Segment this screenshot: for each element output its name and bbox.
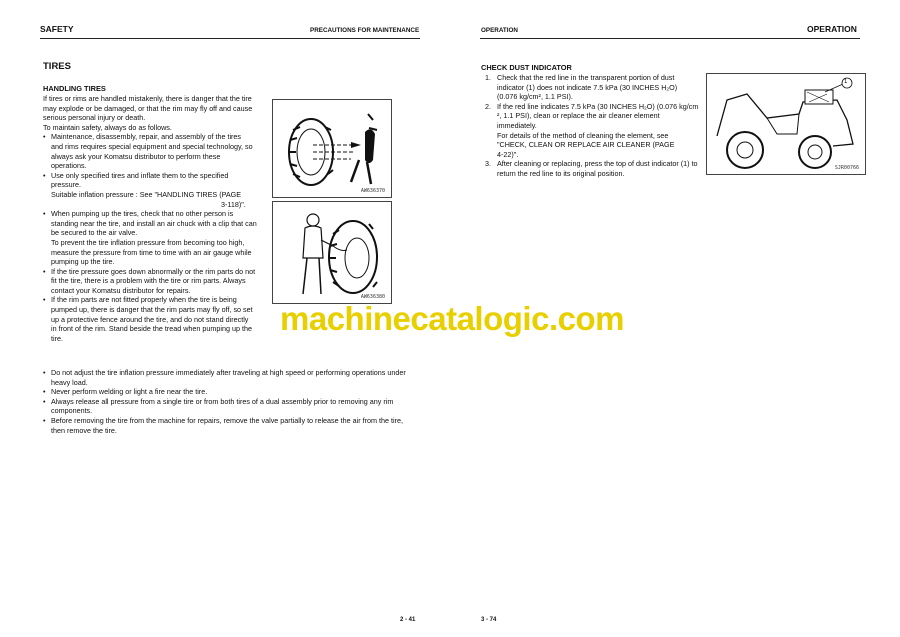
bullet-line: pumping up the tire. (51, 257, 115, 267)
bullet-line: To prevent the tire inflation pressure from becoming too high, (51, 237, 245, 247)
bullet-line: • When pumping up the tires, check that no other person is (51, 209, 234, 219)
bullet-line: fit the tire, there is a problem with the tire or rim parts. Always (51, 276, 246, 286)
bullet-item (43, 209, 268, 267)
figure-code: SJR00766 (834, 165, 859, 171)
tires-text-narrow (43, 94, 268, 343)
bullet-item (43, 171, 268, 190)
watermark: machinecatalogic.com (280, 300, 624, 337)
bullet-line: • Maintenance, disassembly, repair, and assembly of the tires (51, 132, 242, 142)
bullet-line: operations. (51, 161, 87, 171)
bullet-line: in front of the rim. Stand beside the tread when pumping up the (51, 324, 252, 334)
bullet-line: heavy load. (51, 377, 88, 387)
header-rule-right (480, 38, 860, 39)
inflation-pressure-line: Suitable inflation pressure : See "HANDLING TIRES (PAGE (51, 189, 242, 199)
inflation-pressure-page: 3-118)". (221, 199, 246, 209)
intro-line: If tires or rims are handled mistakenly, there is danger that the tire (43, 94, 252, 103)
header-rule-left (40, 38, 420, 39)
intro-line: may explode or be damaged, or that the rim may fly off and cause (43, 103, 253, 113)
step-number: 3. (485, 159, 491, 169)
step-number: 2. (485, 101, 491, 111)
tires-text-wide (43, 368, 425, 435)
bullet-line: • If the tire pressure goes down abnormally or the rim parts do not (51, 266, 256, 276)
bullet-item (43, 387, 425, 397)
bullet-line: components. (51, 406, 93, 416)
loader-dust-indicator-illustration (707, 74, 865, 174)
header-section-right: OPERATION (481, 27, 518, 34)
pumping-tire-illustration (273, 202, 391, 303)
intro-line: serious personal injury or death. (43, 113, 146, 123)
header-chapter-left: PRECAUTIONS FOR MAINTENANCE (310, 27, 420, 34)
intro-line: To maintain safety, always do as follows. (43, 122, 172, 132)
subtitle-check-dust-indicator: CHECK DUST INDICATOR (481, 63, 572, 72)
figure-tire-explosion (272, 99, 392, 198)
dust-indicator-steps (485, 73, 703, 179)
bullet-item (43, 267, 268, 296)
header-section-left: SAFETY (40, 24, 74, 34)
step-line: If the red line indicates 7.5 kPa (30 INCHES H₂O) (0.076 kg/cm (497, 101, 699, 111)
step-item (485, 73, 703, 102)
callout-number: 1 (844, 79, 848, 85)
bullet-item (43, 416, 425, 435)
step-line: return the red line to its original position. (497, 168, 625, 178)
bullet-line: contact your Komatsu distributor for repairs. (51, 285, 191, 295)
figure-dust-indicator (706, 73, 866, 175)
bullet-line: always ask your Komatsu distributor to perform these (51, 151, 221, 161)
subtitle-handling-tires: HANDLING TIRES (43, 84, 106, 93)
step-number: 1. (485, 73, 491, 82)
step-line: 4-22)". (497, 149, 519, 159)
page-number-left: 2 - 41 (400, 617, 416, 623)
bullet-item (43, 397, 425, 416)
step-line: ², 1.1 PSI), clean or replace the air cleaner element (497, 111, 660, 121)
bullet-item (43, 132, 268, 170)
bullet-line: • If the rim parts are not fitted properly when the tire is being (51, 295, 237, 305)
bullet-line: measure the pressure from time to time with an air gauge while (51, 247, 252, 257)
bullet-line: • Always release all pressure from a single tire or from both tires of a dual assembly prior to removing any rim (51, 396, 394, 406)
header-chapter-right: OPERATION (807, 24, 857, 34)
bullet-line: pumped up, there is danger that the rim parts may fly off, so set (51, 305, 253, 315)
bullet-line: • Before removing the tire from the machine for repairs, remove the valve partially to release the air from the tire, (51, 415, 403, 425)
bullet-line: pressure. (51, 180, 81, 190)
page-number-right: 3 - 74 (481, 617, 497, 623)
tire-explosion-illustration (273, 100, 391, 197)
bullet-line: then remove the tire. (51, 425, 117, 435)
step-item (485, 159, 703, 178)
bullet-line: tire. (51, 333, 63, 343)
step-line: After cleaning or replacing, press the top of dust indicator (1) to (497, 159, 698, 169)
step-line: Check that the red line in the transparent portion of dust (497, 73, 675, 82)
figure-pumping-tire (272, 201, 392, 304)
bullet-item (43, 295, 268, 343)
step-line: For details of the method of cleaning the element, see (497, 130, 669, 140)
section-title: TIRES (43, 61, 71, 72)
step-line: immediately. (497, 120, 537, 130)
bullet-item (43, 368, 425, 387)
bullet-line: • Use only specified tires and inflate them to the specified (51, 170, 229, 180)
bullet-line: standing near the tire, and install an air chuck with a clip that can (51, 218, 257, 228)
step-line: indicator (1) does not indicate 7.5 kPa (30 INCHES H₂O) (497, 82, 678, 92)
figure-code: AW636380 (360, 294, 385, 300)
bullet-line: and rims requires special equipment and special technology, so (51, 141, 253, 151)
step-line: (0.076 kg/cm², 1.1 PSI). (497, 92, 573, 102)
bullet-line: • Never perform welding or light a fire near the tire. (51, 387, 208, 397)
bullet-line: • Do not adjust the tire inflation pressure immediately after traveling at high speed or performing operations under (51, 368, 406, 377)
step-line: "CHECK, CLEAN OR REPLACE AIR CLEANER (PAGE (497, 140, 675, 150)
step-item (485, 102, 703, 160)
bullet-line: up a protective fence around the tire, and do not stand directly (51, 314, 249, 324)
figure-code: AW636370 (360, 188, 385, 194)
bullet-line: be secured to the air valve. (51, 228, 138, 238)
